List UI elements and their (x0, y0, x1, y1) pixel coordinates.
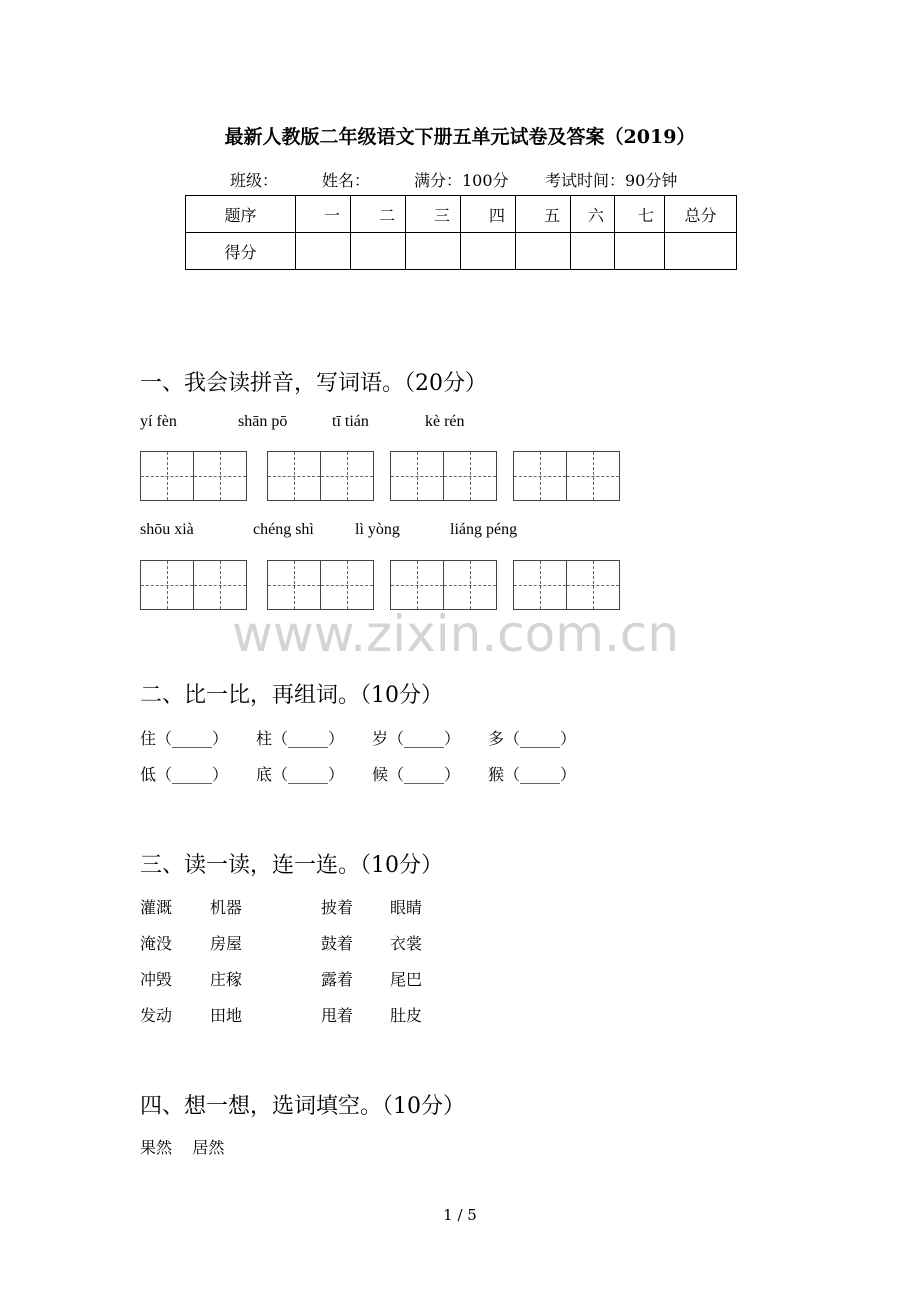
writing-cell[interactable] (390, 451, 444, 501)
score-table (185, 195, 737, 270)
writing-cell[interactable] (566, 451, 620, 501)
score-col-total: 总分 (665, 196, 737, 233)
pinyin-2: shān pō (238, 413, 288, 430)
watermark: www.zixin.com.cn (232, 605, 680, 663)
score-table-row1-label: 题序 (186, 196, 296, 233)
pinyin-5: shōu xià (140, 521, 194, 538)
writing-cell[interactable] (443, 560, 497, 610)
writing-box-pair (140, 560, 248, 610)
compare-item: 柱（_____） (256, 729, 345, 748)
pinyin-6: chéng shì (253, 521, 314, 538)
score-cell[interactable] (665, 233, 737, 270)
score-table-row2-label: 得分 (186, 233, 296, 270)
writing-cell[interactable] (193, 560, 247, 610)
compare-item: 多（_____） (488, 729, 577, 748)
match-word[interactable]: 鼓着 (321, 934, 354, 953)
match-word[interactable]: 庄稼 (210, 970, 243, 989)
match-word[interactable]: 机器 (210, 898, 243, 917)
match-word[interactable]: 披着 (321, 898, 354, 917)
match-word[interactable]: 发动 (140, 1006, 173, 1025)
compare-item: 住（_____） (140, 729, 229, 748)
score-table-score-row (186, 233, 737, 270)
word-choices: 果然 居然 (140, 1138, 225, 1157)
full-score: 满分：100分 (414, 171, 509, 190)
pinyin-8: liáng péng (450, 521, 518, 538)
compare-item: 底（_____） (256, 765, 345, 784)
match-word[interactable]: 肚皮 (390, 1006, 423, 1025)
writing-cell[interactable] (267, 560, 321, 610)
score-col-7: 七 (615, 196, 665, 233)
score-cell[interactable] (351, 233, 406, 270)
match-word[interactable]: 露着 (321, 970, 354, 989)
writing-cell[interactable] (513, 451, 567, 501)
compare-item: 猴（_____） (488, 765, 577, 784)
score-col-1: 一 (296, 196, 351, 233)
pinyin-4: kè rén (425, 413, 465, 430)
match-word[interactable]: 淹没 (140, 934, 173, 953)
page-number: 1 / 5 (443, 1206, 477, 1224)
match-word[interactable]: 田地 (210, 1006, 243, 1025)
section1-heading: 一、我会读拼音，写词语。（20分） (140, 371, 487, 396)
name-label: 姓名： (322, 171, 371, 190)
score-cell[interactable] (461, 233, 516, 270)
section4-heading: 四、想一想，选词填空。（10分） (140, 1094, 465, 1119)
match-word[interactable]: 眼睛 (390, 898, 423, 917)
writing-box-pair (140, 451, 248, 501)
writing-cell[interactable] (320, 451, 374, 501)
score-table-header-row (186, 196, 737, 233)
match-word[interactable]: 灌溉 (140, 898, 173, 917)
writing-cell[interactable] (193, 451, 247, 501)
writing-box-pair (513, 560, 621, 610)
pinyin-1: yí fèn (140, 413, 177, 430)
match-word[interactable]: 甩着 (321, 1006, 354, 1025)
match-word[interactable]: 冲毁 (140, 970, 173, 989)
section2-heading: 二、比一比，再组词。（10分） (140, 683, 443, 708)
score-cell[interactable] (615, 233, 665, 270)
score-col-6: 六 (571, 196, 615, 233)
score-cell[interactable] (571, 233, 615, 270)
score-cell[interactable] (296, 233, 351, 270)
page-title: 最新人教版二年级语文下册五单元试卷及答案（2019） (224, 126, 696, 148)
section3-heading: 三、读一读，连一连。（10分） (140, 853, 443, 878)
exam-time: 考试时间：90分钟 (545, 171, 678, 190)
writing-cell[interactable] (390, 560, 444, 610)
score-col-5: 五 (516, 196, 571, 233)
match-word[interactable]: 尾巴 (390, 970, 423, 989)
pinyin-7: lì yòng (355, 521, 400, 538)
score-col-3: 三 (406, 196, 461, 233)
compare-item: 低（_____） (140, 765, 229, 784)
writing-box-pair (267, 560, 375, 610)
writing-cell[interactable] (320, 560, 374, 610)
writing-box-pair (390, 560, 498, 610)
score-col-2: 二 (351, 196, 406, 233)
match-word[interactable]: 房屋 (210, 934, 243, 953)
class-label: 班级： (230, 171, 279, 190)
writing-cell[interactable] (267, 451, 321, 501)
writing-cell[interactable] (513, 560, 567, 610)
compare-item: 岁（_____） (372, 729, 461, 748)
writing-box-pair (267, 451, 375, 501)
writing-box-pair (390, 451, 498, 501)
writing-cell[interactable] (443, 451, 497, 501)
writing-cell[interactable] (140, 560, 194, 610)
writing-cell[interactable] (566, 560, 620, 610)
match-word[interactable]: 衣裳 (390, 934, 423, 953)
score-cell[interactable] (516, 233, 571, 270)
pinyin-3: tī tián (332, 413, 369, 430)
compare-item: 候（_____） (372, 765, 461, 784)
writing-cell[interactable] (140, 451, 194, 501)
writing-box-pair (513, 451, 621, 501)
score-col-4: 四 (461, 196, 516, 233)
score-cell[interactable] (406, 233, 461, 270)
